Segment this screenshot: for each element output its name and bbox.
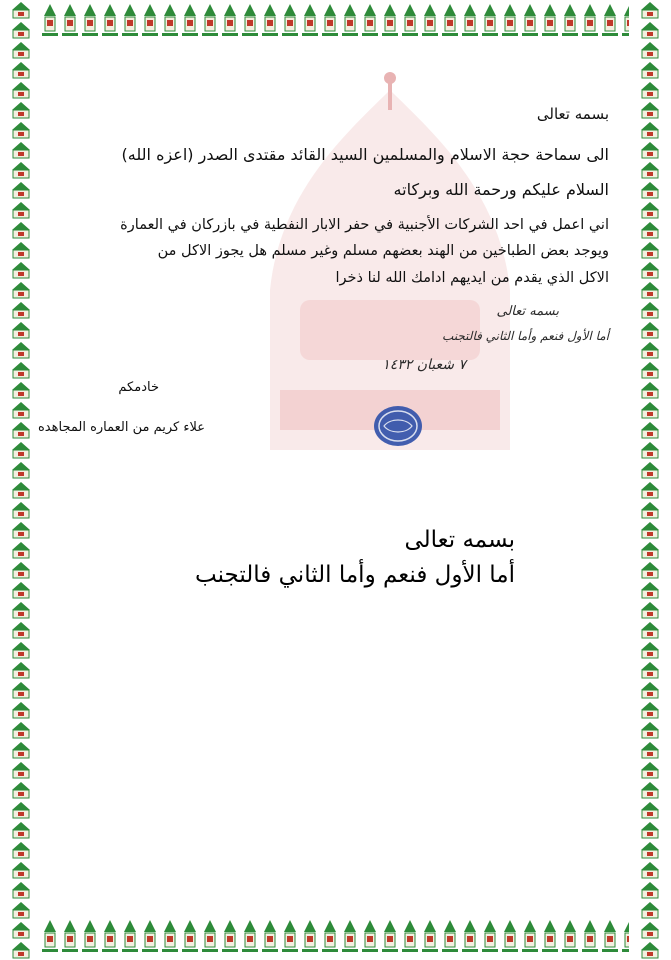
decorative-border-bottom — [0, 916, 671, 960]
typed-reply-basmala: بسمه تعالى — [404, 527, 515, 553]
typed-reply-answer: أما الأول فنعم وأما الثاني فالتجنب — [194, 562, 515, 588]
handwritten-reply-date: ٧ شعبان ١٤٣٢ — [382, 357, 466, 373]
question-line-2: ويوجد بعض الطباخين من الهند بعضهم مسلم وغير مسلم هل يجوز الاكل من — [157, 243, 609, 259]
letter-closing: خادمكم — [118, 380, 159, 395]
letter-addressee: الى سماحة حجة الاسلام والمسلمين السيد القائد مقتدى الصدر (اعزه الله) — [121, 145, 609, 164]
seal-stamp — [372, 404, 424, 448]
decorative-border-left — [0, 0, 42, 960]
letter-greeting: السلام عليكم ورحمة الله وبركاته — [393, 180, 609, 199]
decorative-border-top — [0, 0, 671, 40]
decorative-border-right — [629, 0, 671, 960]
handwritten-reply-title: بسمه تعالى — [496, 304, 559, 319]
question-line-3: الاكل الذي يقدم من ايديهم ادامك الله لنا ذخرا — [335, 270, 609, 286]
question-line-1: اني اعمل في احد الشركات الأجنبية في حفر الابار النفطية في بازركان في العمارة — [120, 217, 609, 233]
letter-sender: علاء كريم من العماره المجاهده — [38, 420, 205, 435]
handwritten-reply-answer: أما الأول فنعم وأما الثاني فالتجنب — [442, 329, 609, 343]
letter-basmala: بسمه تعالى — [536, 105, 609, 123]
